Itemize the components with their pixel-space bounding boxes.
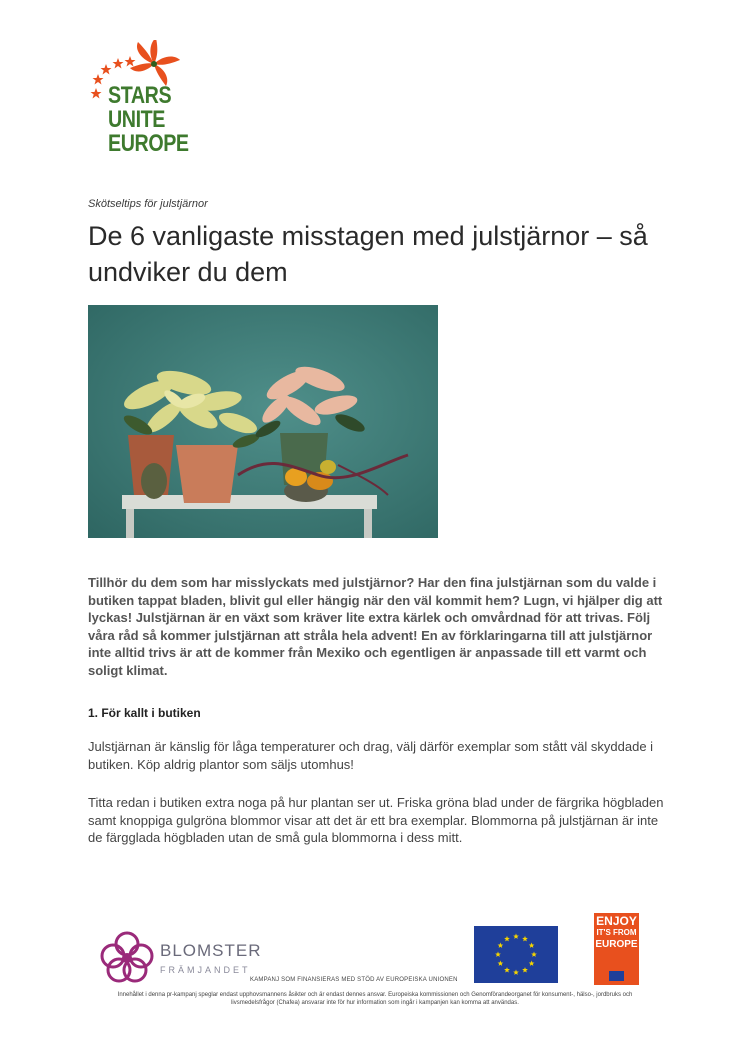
article-title: De 6 vanligaste misstagen med julstjärnor – så undviker du dem: [88, 221, 648, 287]
article-intro: Tillhör du dem som har misslyckats med julstjärnor? Har den fina julstjärnan som du valde i butiken tappat bladen, blivit gul eller hängig när den väl kommit hem? Lugn, vi hjälper dig att lyckas! Julstjärnan är en växt som kräver lite extra kärlek och omvårdnad för att trivas. Följ våra råd så kommer julstjärnan att stråla hela advent! En av förklaringarna till att julstjärnor inte alltid trivs är att de kommer från Mexiko och egentligen är anpassade till ett varmt och soligt klimat.: [88, 575, 663, 678]
poinsettia-photo: [88, 305, 438, 538]
campaign-text: KAMPANJ SOM FINANSIERAS MED STÖD AV EUROPEISKA UNIONEN: [250, 977, 458, 983]
enjoy-line-3: EUROPE: [595, 939, 638, 950]
stars-unite-europe-logo: [88, 40, 198, 182]
blomster-name: BLOMSTER: [160, 941, 262, 960]
disclaimer-text: Innehållet i denna pr-kampanj speglar endast upphovsmannens åsikter och är endast dennes ansvar. Europeiska kommissionen och Genomförandeorganet för konsument-, hälso-, jordbruks och livsmedelsfrågor (Chafea) ansvarar inte för hur information som ingår i kampanjen kan komma att användas.: [117, 992, 633, 1006]
enjoy-its-from-europe-logo: [594, 913, 639, 985]
logo-line-unite: UNITE: [108, 106, 165, 133]
section-1-paragraph-2: Titta redan i butiken extra noga på hur plantan ser ut. Friska gröna blad under de färgrika högbladen samt knoppiga gulgröna blommor visar att det är ett bra exemplar. Blommorna på julstjärnan är inte de färgglada högbladen utan de små gula blommorna i dess mitt.: [88, 795, 664, 845]
enjoy-line-2: IT'S FROM: [596, 928, 637, 937]
logo-line-stars: STARS: [108, 82, 172, 109]
logo-wordmark: [108, 84, 206, 156]
eu-flag-icon: [474, 926, 558, 983]
enjoy-line-1: ENJOY: [596, 914, 637, 928]
logo-line-europe: EUROPE: [108, 130, 189, 157]
flower-icon: [97, 926, 157, 986]
section-heading-1: 1. För kallt i butiken: [88, 706, 201, 720]
article-subtitle: Skötseltips för julstjärnor: [88, 198, 208, 210]
section-1-paragraph-1: Julstjärnan är känslig för låga temperaturer och drag, välj därför exemplar som stått väl skyddade i butiken. Köp aldrig plantor som säljs utomhus!: [88, 739, 654, 772]
blomster-sub: FRÄMJANDET: [160, 965, 251, 975]
